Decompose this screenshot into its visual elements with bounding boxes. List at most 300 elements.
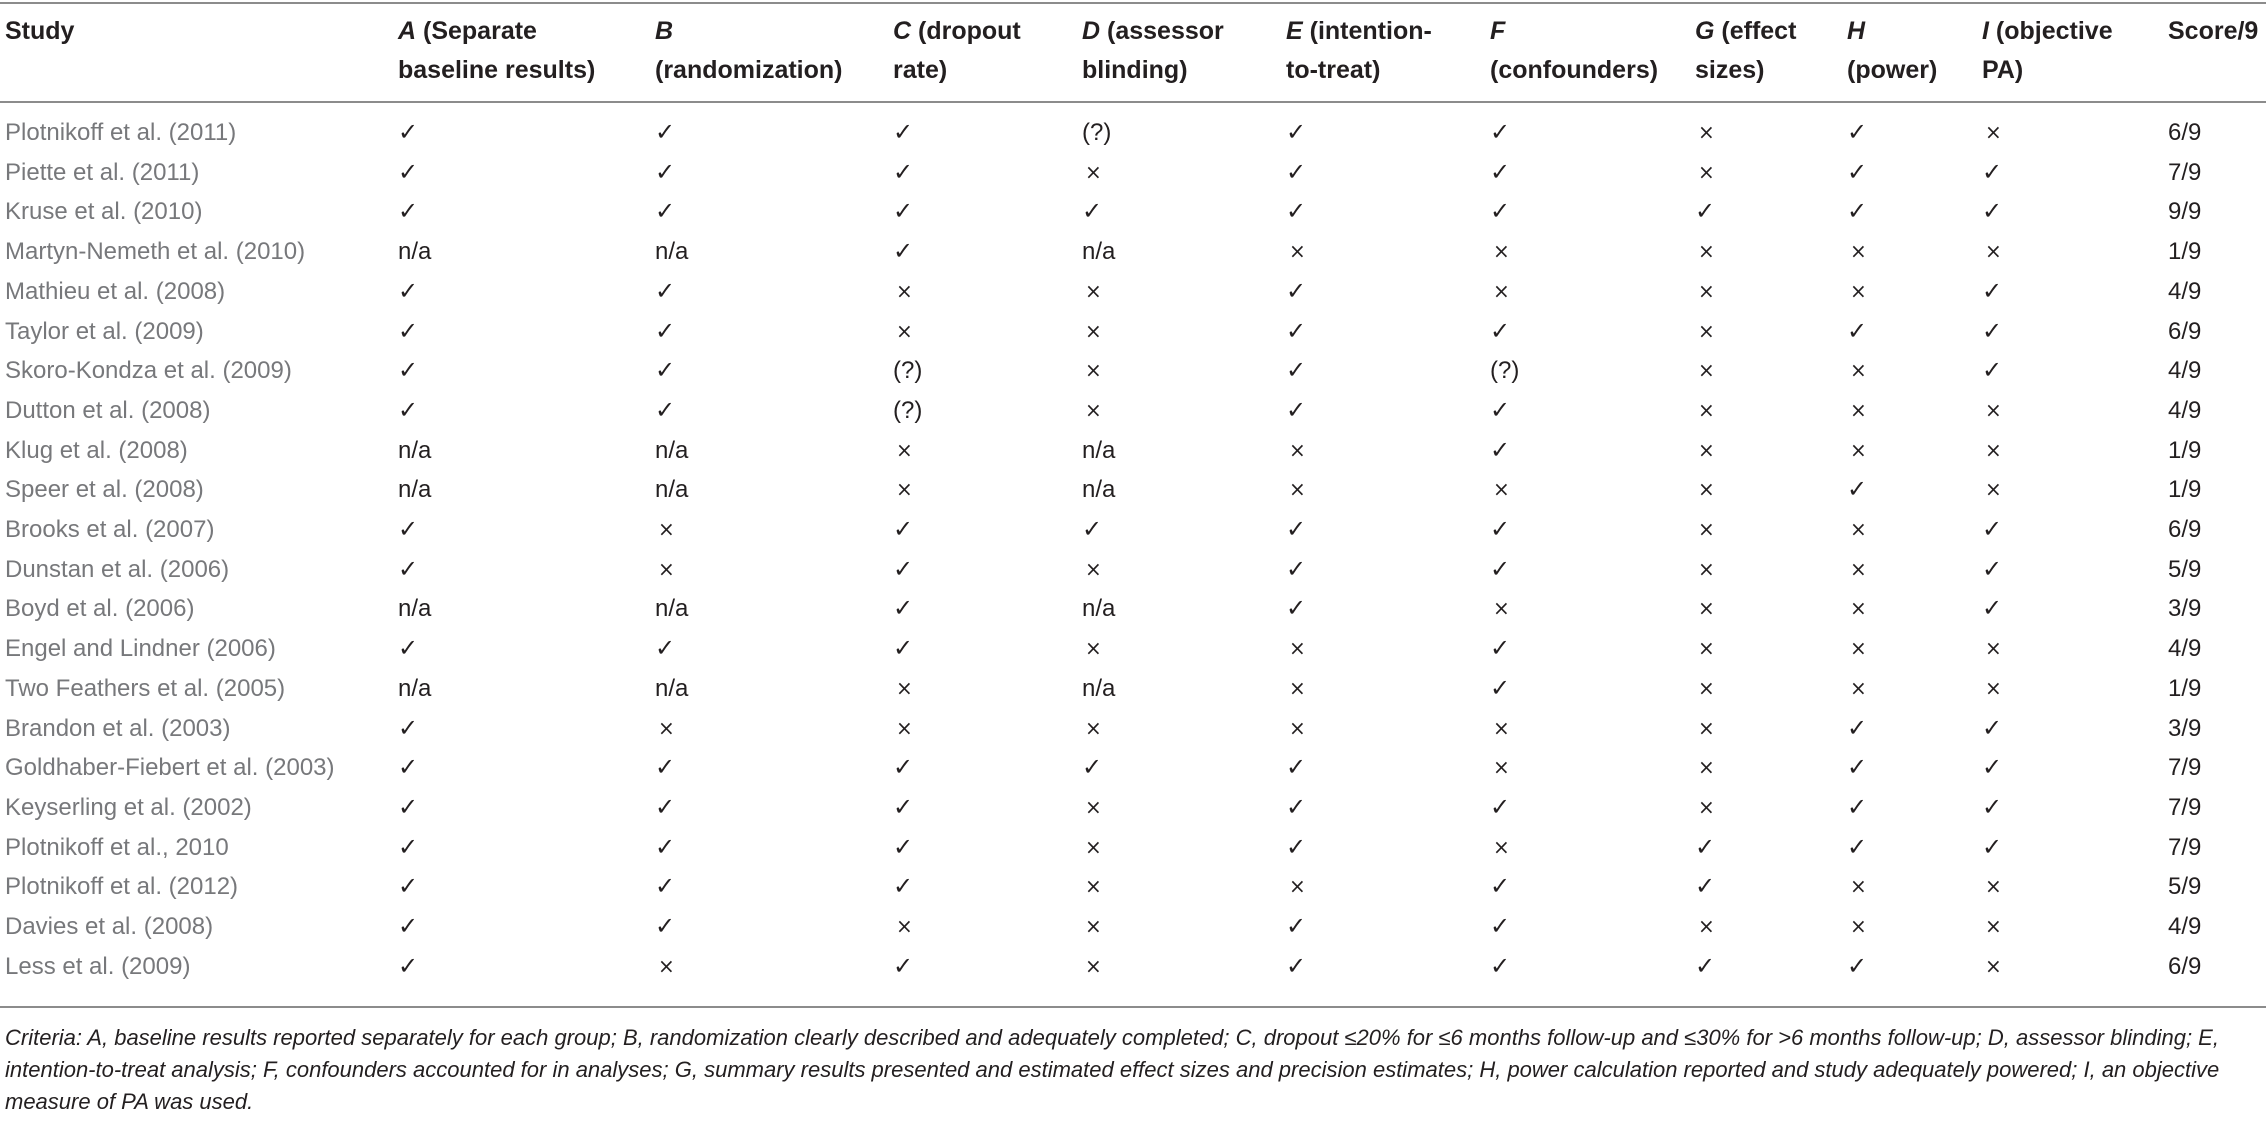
not-applicable-mark: n/a (1082, 238, 1116, 266)
check-mark-icon: ✓ (1695, 197, 1716, 226)
check-mark-icon: ✓ (1847, 713, 1868, 742)
cross-mark-icon: × (1985, 239, 2002, 264)
score-cell: 4/9 (2168, 396, 2202, 424)
table-row (0, 788, 2266, 828)
check-mark-icon: ✓ (1286, 395, 1307, 424)
header-criterion-line2: (randomization) (655, 56, 843, 84)
check-mark-icon: ✓ (1286, 951, 1307, 980)
cross-mark-icon: × (658, 556, 675, 581)
table-row (0, 867, 2266, 907)
not-applicable-mark: n/a (1082, 595, 1116, 623)
table-row (0, 232, 2266, 272)
not-applicable-mark: n/a (655, 476, 689, 504)
cross-mark-icon: × (1085, 794, 1102, 819)
cross-mark-icon: × (1698, 636, 1715, 661)
cross-mark-icon: × (1985, 874, 2002, 899)
header-criterion-line1: (assessor (1100, 17, 1224, 45)
cross-mark-icon: × (1085, 318, 1102, 343)
score-cell: 4/9 (2168, 357, 2202, 385)
cross-mark-icon: × (1698, 477, 1715, 502)
check-mark-icon: ✓ (1490, 157, 1511, 186)
cross-mark-icon: × (1493, 715, 1510, 740)
cross-mark-icon: × (1698, 318, 1715, 343)
score-cell: 7/9 (2168, 793, 2202, 821)
table-row (0, 828, 2266, 868)
not-applicable-mark: n/a (1082, 476, 1116, 504)
score-cell: 1/9 (2168, 238, 2202, 266)
check-mark-icon: ✓ (1490, 395, 1511, 424)
study-name: Taylor et al. (2009) (5, 317, 204, 345)
header-criterion-line1: (dropout (911, 17, 1021, 45)
check-mark-icon: ✓ (398, 197, 419, 226)
header-criterion-b (655, 12, 843, 90)
header-criterion-letter: A (398, 17, 417, 45)
cross-mark-icon: × (1085, 715, 1102, 740)
cross-mark-icon: × (896, 675, 913, 700)
table-footnote: Criteria: A, baseline results reported separately for each group; B, randomization clearly described and adequately completed; C, dropout ≤20% for ≤6 months follow-up and ≤30% for >6 months follow-up; D, assessor blinding; E, intention-to-treat analysis; F, confounders accounted for in analyses; G, summary results presented and estimated effect sizes and precision estimates; H, power calculation reported and study adequately powered; I, an objective measure of PA was used. (5, 1025, 2220, 1114)
check-mark-icon: ✓ (655, 157, 676, 186)
cross-mark-icon: × (1289, 715, 1306, 740)
check-mark-icon: ✓ (655, 197, 676, 226)
check-mark-icon: ✓ (893, 832, 914, 861)
cross-mark-icon: × (1289, 874, 1306, 899)
cross-mark-icon: × (1085, 914, 1102, 938)
check-mark-icon: ✓ (1847, 475, 1868, 504)
table-top-rule (0, 2, 2266, 4)
check-mark-icon: ✓ (655, 118, 676, 146)
score-cell: 6/9 (2168, 119, 2202, 146)
check-mark-icon: ✓ (398, 356, 419, 385)
unclear-mark: (?) (1082, 119, 1112, 146)
cross-mark-icon: × (1493, 278, 1510, 303)
check-mark-icon: ✓ (1847, 157, 1868, 186)
check-mark-icon: ✓ (398, 872, 419, 901)
cross-mark-icon: × (896, 437, 913, 462)
check-mark-icon: ✓ (893, 197, 914, 226)
check-mark-icon: ✓ (1286, 832, 1307, 861)
table-row (0, 748, 2266, 788)
header-criterion-letter: C (893, 17, 912, 45)
score-cell: 1/9 (2168, 674, 2202, 702)
table-bottom-rule (0, 1006, 2266, 1008)
table-row (0, 629, 2266, 669)
score-cell: 6/9 (2168, 516, 2202, 543)
not-applicable-mark: n/a (655, 238, 689, 266)
study-name: Less et al. (2009) (5, 952, 191, 980)
check-mark-icon: ✓ (398, 832, 419, 861)
check-mark-icon: ✓ (398, 951, 419, 980)
check-mark-icon: ✓ (1490, 118, 1511, 146)
table-row (0, 113, 2266, 153)
header-score: Score/9 (2168, 17, 2259, 45)
table-row (0, 351, 2266, 391)
check-mark-icon: ✓ (398, 316, 419, 345)
table-row (0, 272, 2266, 312)
check-mark-icon: ✓ (398, 713, 419, 742)
check-mark-icon: ✓ (1982, 832, 2003, 861)
check-mark-icon: ✓ (1490, 197, 1511, 226)
check-mark-icon: ✓ (893, 951, 914, 980)
check-mark-icon: ✓ (893, 594, 914, 623)
study-name: Goldhaber-Fiebert et al. (2003) (5, 754, 335, 782)
unclear-mark: (?) (1490, 357, 1520, 385)
check-mark-icon: ✓ (398, 515, 419, 543)
check-mark-icon: ✓ (1286, 753, 1307, 782)
check-mark-icon: ✓ (398, 634, 419, 663)
check-mark-icon: ✓ (1982, 197, 2003, 226)
header-criterion-i (1982, 12, 2113, 90)
cross-mark-icon: × (1850, 556, 1867, 581)
header-criterion-line1: (objective (1988, 17, 2113, 45)
not-applicable-mark: n/a (655, 674, 689, 702)
study-name: Kruse et al. (2010) (5, 198, 203, 226)
cross-mark-icon: × (1085, 636, 1102, 661)
cross-mark-icon: × (1985, 675, 2002, 700)
cross-mark-icon: × (1493, 596, 1510, 621)
study-name: Klug et al. (2008) (5, 436, 188, 464)
check-mark-icon: ✓ (398, 157, 419, 186)
cross-mark-icon: × (1698, 397, 1715, 422)
table-row (0, 470, 2266, 510)
check-mark-icon: ✓ (1286, 316, 1307, 345)
check-mark-icon: ✓ (1982, 554, 2003, 583)
cross-mark-icon: × (1493, 755, 1510, 780)
check-mark-icon: ✓ (1490, 912, 1511, 940)
cross-mark-icon: × (1850, 517, 1867, 541)
table-row (0, 669, 2266, 709)
cross-mark-icon: × (1289, 636, 1306, 661)
cross-mark-icon: × (1985, 120, 2002, 144)
check-mark-icon: ✓ (1847, 753, 1868, 782)
cross-mark-icon: × (1985, 953, 2002, 978)
check-mark-icon: ✓ (398, 912, 419, 940)
header-criterion-letter: I (1982, 17, 1989, 45)
not-applicable-mark: n/a (398, 476, 432, 504)
cross-mark-icon: × (1698, 794, 1715, 819)
check-mark-icon: ✓ (398, 276, 419, 305)
check-mark-icon: ✓ (893, 237, 914, 266)
cross-mark-icon: × (1085, 397, 1102, 422)
study-name: Plotnikoff et al. (2012) (5, 873, 239, 901)
check-mark-icon: ✓ (398, 395, 419, 424)
cross-mark-icon: × (1698, 517, 1715, 541)
score-cell: 7/9 (2168, 833, 2202, 861)
header-criterion-a (398, 12, 595, 90)
table-row (0, 153, 2266, 193)
check-mark-icon: ✓ (893, 157, 914, 186)
check-mark-icon: ✓ (1286, 792, 1307, 821)
check-mark-icon: ✓ (1982, 157, 2003, 186)
cross-mark-icon: × (1698, 715, 1715, 740)
check-mark-icon: ✓ (655, 316, 676, 345)
cross-mark-icon: × (1698, 437, 1715, 462)
check-mark-icon: ✓ (398, 118, 419, 146)
score-cell: 1/9 (2168, 476, 2202, 504)
cross-mark-icon: × (1085, 874, 1102, 899)
header-criterion-line2: sizes) (1695, 56, 1765, 84)
header-criterion-line1: (effect (1714, 17, 1797, 45)
score-cell: 9/9 (2168, 198, 2202, 226)
check-mark-icon: ✓ (1982, 594, 2003, 623)
check-mark-icon: ✓ (1490, 554, 1511, 583)
header-study: Study (5, 17, 75, 45)
study-name: Davies et al. (2008) (5, 913, 214, 940)
cross-mark-icon: × (1850, 636, 1867, 661)
check-mark-icon: ✓ (1982, 753, 2003, 782)
score-cell: 4/9 (2168, 635, 2202, 663)
study-name: Speer et al. (2008) (5, 476, 204, 504)
header-criterion-line1: (intention- (1302, 17, 1432, 45)
study-name: Two Feathers et al. (2005) (5, 674, 286, 702)
check-mark-icon: ✓ (398, 753, 419, 782)
cross-mark-icon: × (1698, 914, 1715, 938)
check-mark-icon: ✓ (1695, 832, 1716, 861)
cross-mark-icon: × (658, 517, 675, 541)
score-cell: 3/9 (2168, 595, 2202, 623)
check-mark-icon: ✓ (1982, 515, 2003, 543)
check-mark-icon: ✓ (1847, 316, 1868, 345)
check-mark-icon: ✓ (655, 753, 676, 782)
cross-mark-icon: × (896, 278, 913, 303)
cross-mark-icon: × (1850, 914, 1867, 938)
cross-mark-icon: × (1085, 953, 1102, 978)
not-applicable-mark: n/a (398, 674, 432, 702)
table-row (0, 312, 2266, 352)
study-name: Dunstan et al. (2006) (5, 555, 230, 583)
table-header (0, 12, 2266, 92)
cross-mark-icon: × (1698, 159, 1715, 184)
check-mark-icon: ✓ (1847, 118, 1868, 146)
score-cell: 6/9 (2168, 952, 2202, 980)
cross-mark-icon: × (896, 477, 913, 502)
table-row (0, 947, 2266, 987)
cross-mark-icon: × (1493, 239, 1510, 264)
check-mark-icon: ✓ (1982, 792, 2003, 821)
cross-mark-icon: × (1698, 556, 1715, 581)
score-cell: 7/9 (2168, 754, 2202, 782)
cross-mark-icon: × (1698, 239, 1715, 264)
check-mark-icon: ✓ (655, 276, 676, 305)
check-mark-icon: ✓ (398, 554, 419, 583)
cross-mark-icon: × (658, 953, 675, 978)
check-mark-icon: ✓ (893, 634, 914, 663)
check-mark-icon: ✓ (1490, 435, 1511, 464)
study-name: Keyserling et al. (2002) (5, 793, 252, 821)
cross-mark-icon: × (1850, 596, 1867, 621)
score-cell: 6/9 (2168, 317, 2202, 345)
table-row (0, 709, 2266, 749)
check-mark-icon: ✓ (1847, 792, 1868, 821)
header-criterion-letter: B (655, 17, 674, 45)
cross-mark-icon: × (1985, 477, 2002, 502)
cross-mark-icon: × (1985, 914, 2002, 938)
not-applicable-mark: n/a (398, 595, 432, 623)
cross-mark-icon: × (1085, 358, 1102, 383)
check-mark-icon: ✓ (893, 792, 914, 821)
cross-mark-icon: × (896, 914, 913, 938)
table-row (0, 589, 2266, 629)
check-mark-icon: ✓ (1695, 872, 1716, 901)
cross-mark-icon: × (1698, 675, 1715, 700)
cross-mark-icon: × (1698, 596, 1715, 621)
cross-mark-icon: × (1850, 358, 1867, 383)
header-criterion-letter: F (1490, 17, 1506, 45)
header-criterion-line2: to-treat) (1286, 56, 1381, 84)
cross-mark-icon: × (1085, 159, 1102, 184)
check-mark-icon: ✓ (1286, 118, 1307, 146)
header-criterion-line2: (power) (1847, 56, 1938, 84)
check-mark-icon: ✓ (1490, 515, 1511, 543)
header-criterion-g (1695, 12, 1796, 90)
table-row (0, 510, 2266, 550)
table-row (0, 550, 2266, 590)
header-criterion-line2: (confounders) (1490, 56, 1659, 84)
study-name: Martyn-Nemeth et al. (2010) (5, 238, 306, 266)
check-mark-icon: ✓ (1982, 316, 2003, 345)
table-row (0, 391, 2266, 431)
check-mark-icon: ✓ (1286, 356, 1307, 385)
study-name: Engel and Lindner (2006) (5, 635, 276, 663)
cross-mark-icon: × (1493, 477, 1510, 502)
check-mark-icon: ✓ (655, 356, 676, 385)
check-mark-icon: ✓ (655, 872, 676, 901)
check-mark-icon: ✓ (1490, 951, 1511, 980)
cross-mark-icon: × (1289, 239, 1306, 264)
cross-mark-icon: × (1493, 834, 1510, 859)
header-criterion-line1: (Separate (416, 17, 537, 45)
table-row (0, 192, 2266, 232)
score-cell: 5/9 (2168, 555, 2202, 583)
not-applicable-mark: n/a (655, 595, 689, 623)
score-cell: 4/9 (2168, 913, 2202, 940)
score-cell: 5/9 (2168, 873, 2202, 901)
check-mark-icon: ✓ (655, 912, 676, 940)
check-mark-icon: ✓ (1082, 753, 1103, 782)
score-cell: 3/9 (2168, 714, 2202, 742)
check-mark-icon: ✓ (1490, 673, 1511, 702)
check-mark-icon: ✓ (1286, 554, 1307, 583)
not-applicable-mark: n/a (1082, 436, 1116, 464)
study-name: Mathieu et al. (2008) (5, 277, 226, 305)
cross-mark-icon: × (1698, 358, 1715, 383)
check-mark-icon: ✓ (1286, 912, 1307, 940)
not-applicable-mark: n/a (1082, 674, 1116, 702)
cross-mark-icon: × (1698, 755, 1715, 780)
check-mark-icon: ✓ (655, 634, 676, 663)
header-bottom-rule (0, 101, 2266, 103)
header-criterion-c (893, 12, 1021, 90)
check-mark-icon: ✓ (655, 792, 676, 821)
score-cell: 7/9 (2168, 158, 2202, 186)
not-applicable-mark: n/a (655, 436, 689, 464)
table-row (0, 907, 2266, 947)
cross-mark-icon: × (896, 715, 913, 740)
cross-mark-icon: × (658, 715, 675, 740)
header-criterion-letter: G (1695, 17, 1715, 45)
cross-mark-icon: × (1850, 239, 1867, 264)
unclear-mark: (?) (893, 357, 923, 385)
header-criterion-line2: PA) (1982, 56, 2024, 84)
check-mark-icon: ✓ (655, 395, 676, 424)
check-mark-icon: ✓ (1490, 634, 1511, 663)
header-criterion-d (1082, 12, 1224, 90)
header-criterion-h (1847, 12, 1937, 90)
cross-mark-icon: × (896, 318, 913, 343)
cross-mark-icon: × (1085, 278, 1102, 303)
cross-mark-icon: × (1698, 278, 1715, 303)
check-mark-icon: ✓ (1695, 951, 1716, 980)
cross-mark-icon: × (1850, 397, 1867, 422)
check-mark-icon: ✓ (893, 515, 914, 543)
cross-mark-icon: × (1985, 437, 2002, 462)
check-mark-icon: ✓ (1286, 515, 1307, 543)
cross-mark-icon: × (1289, 477, 1306, 502)
check-mark-icon: ✓ (1847, 951, 1868, 980)
header-criterion-f (1490, 12, 1658, 90)
study-name: Brooks et al. (2007) (5, 516, 215, 543)
cross-mark-icon: × (1850, 874, 1867, 899)
header-criterion-line2: rate) (893, 56, 948, 84)
check-mark-icon: ✓ (1490, 316, 1511, 345)
study-name: Plotnikoff et al. (2011) (5, 119, 237, 146)
study-name: Plotnikoff et al., 2010 (5, 833, 229, 861)
check-mark-icon: ✓ (1286, 594, 1307, 623)
header-criterion-letter: D (1082, 17, 1101, 45)
header-criterion-line2: baseline results) (398, 56, 596, 84)
check-mark-icon: ✓ (398, 792, 419, 821)
score-cell: 1/9 (2168, 436, 2202, 464)
table-row (0, 431, 2266, 471)
check-mark-icon: ✓ (1847, 832, 1868, 861)
study-name: Piette et al. (2011) (5, 158, 200, 186)
check-mark-icon: ✓ (1286, 197, 1307, 226)
cross-mark-icon: × (1985, 636, 2002, 661)
study-name: Skoro-Kondza et al. (2009) (5, 357, 292, 385)
check-mark-icon: ✓ (1082, 197, 1103, 226)
cross-mark-icon: × (1289, 675, 1306, 700)
check-mark-icon: ✓ (893, 753, 914, 782)
check-mark-icon: ✓ (1286, 276, 1307, 305)
check-mark-icon: ✓ (655, 832, 676, 861)
check-mark-icon: ✓ (893, 554, 914, 583)
cross-mark-icon: × (1850, 437, 1867, 462)
study-name: Brandon et al. (2003) (5, 714, 231, 742)
header-criterion-e (1286, 12, 1432, 90)
check-mark-icon: ✓ (1847, 197, 1868, 226)
check-mark-icon: ✓ (1490, 872, 1511, 901)
check-mark-icon: ✓ (1982, 356, 2003, 385)
check-mark-icon: ✓ (1082, 515, 1103, 543)
cross-mark-icon: × (1850, 675, 1867, 700)
check-mark-icon: ✓ (1490, 792, 1511, 821)
not-applicable-mark: n/a (398, 238, 432, 266)
score-cell: 4/9 (2168, 277, 2202, 305)
header-criterion-letter: H (1847, 17, 1866, 45)
cross-mark-icon: × (1085, 556, 1102, 581)
cross-mark-icon: × (1289, 437, 1306, 462)
cross-mark-icon: × (1698, 120, 1715, 144)
study-name: Dutton et al. (2008) (5, 396, 211, 424)
cross-mark-icon: × (1085, 834, 1102, 859)
check-mark-icon: ✓ (1982, 713, 2003, 742)
cross-mark-icon: × (1850, 278, 1867, 303)
study-name: Boyd et al. (2006) (5, 595, 195, 623)
header-criterion-letter: E (1286, 17, 1303, 45)
unclear-mark: (?) (893, 396, 923, 424)
cross-mark-icon: × (1985, 397, 2002, 422)
header-criterion-line2: blinding) (1082, 56, 1188, 84)
not-applicable-mark: n/a (398, 436, 432, 464)
